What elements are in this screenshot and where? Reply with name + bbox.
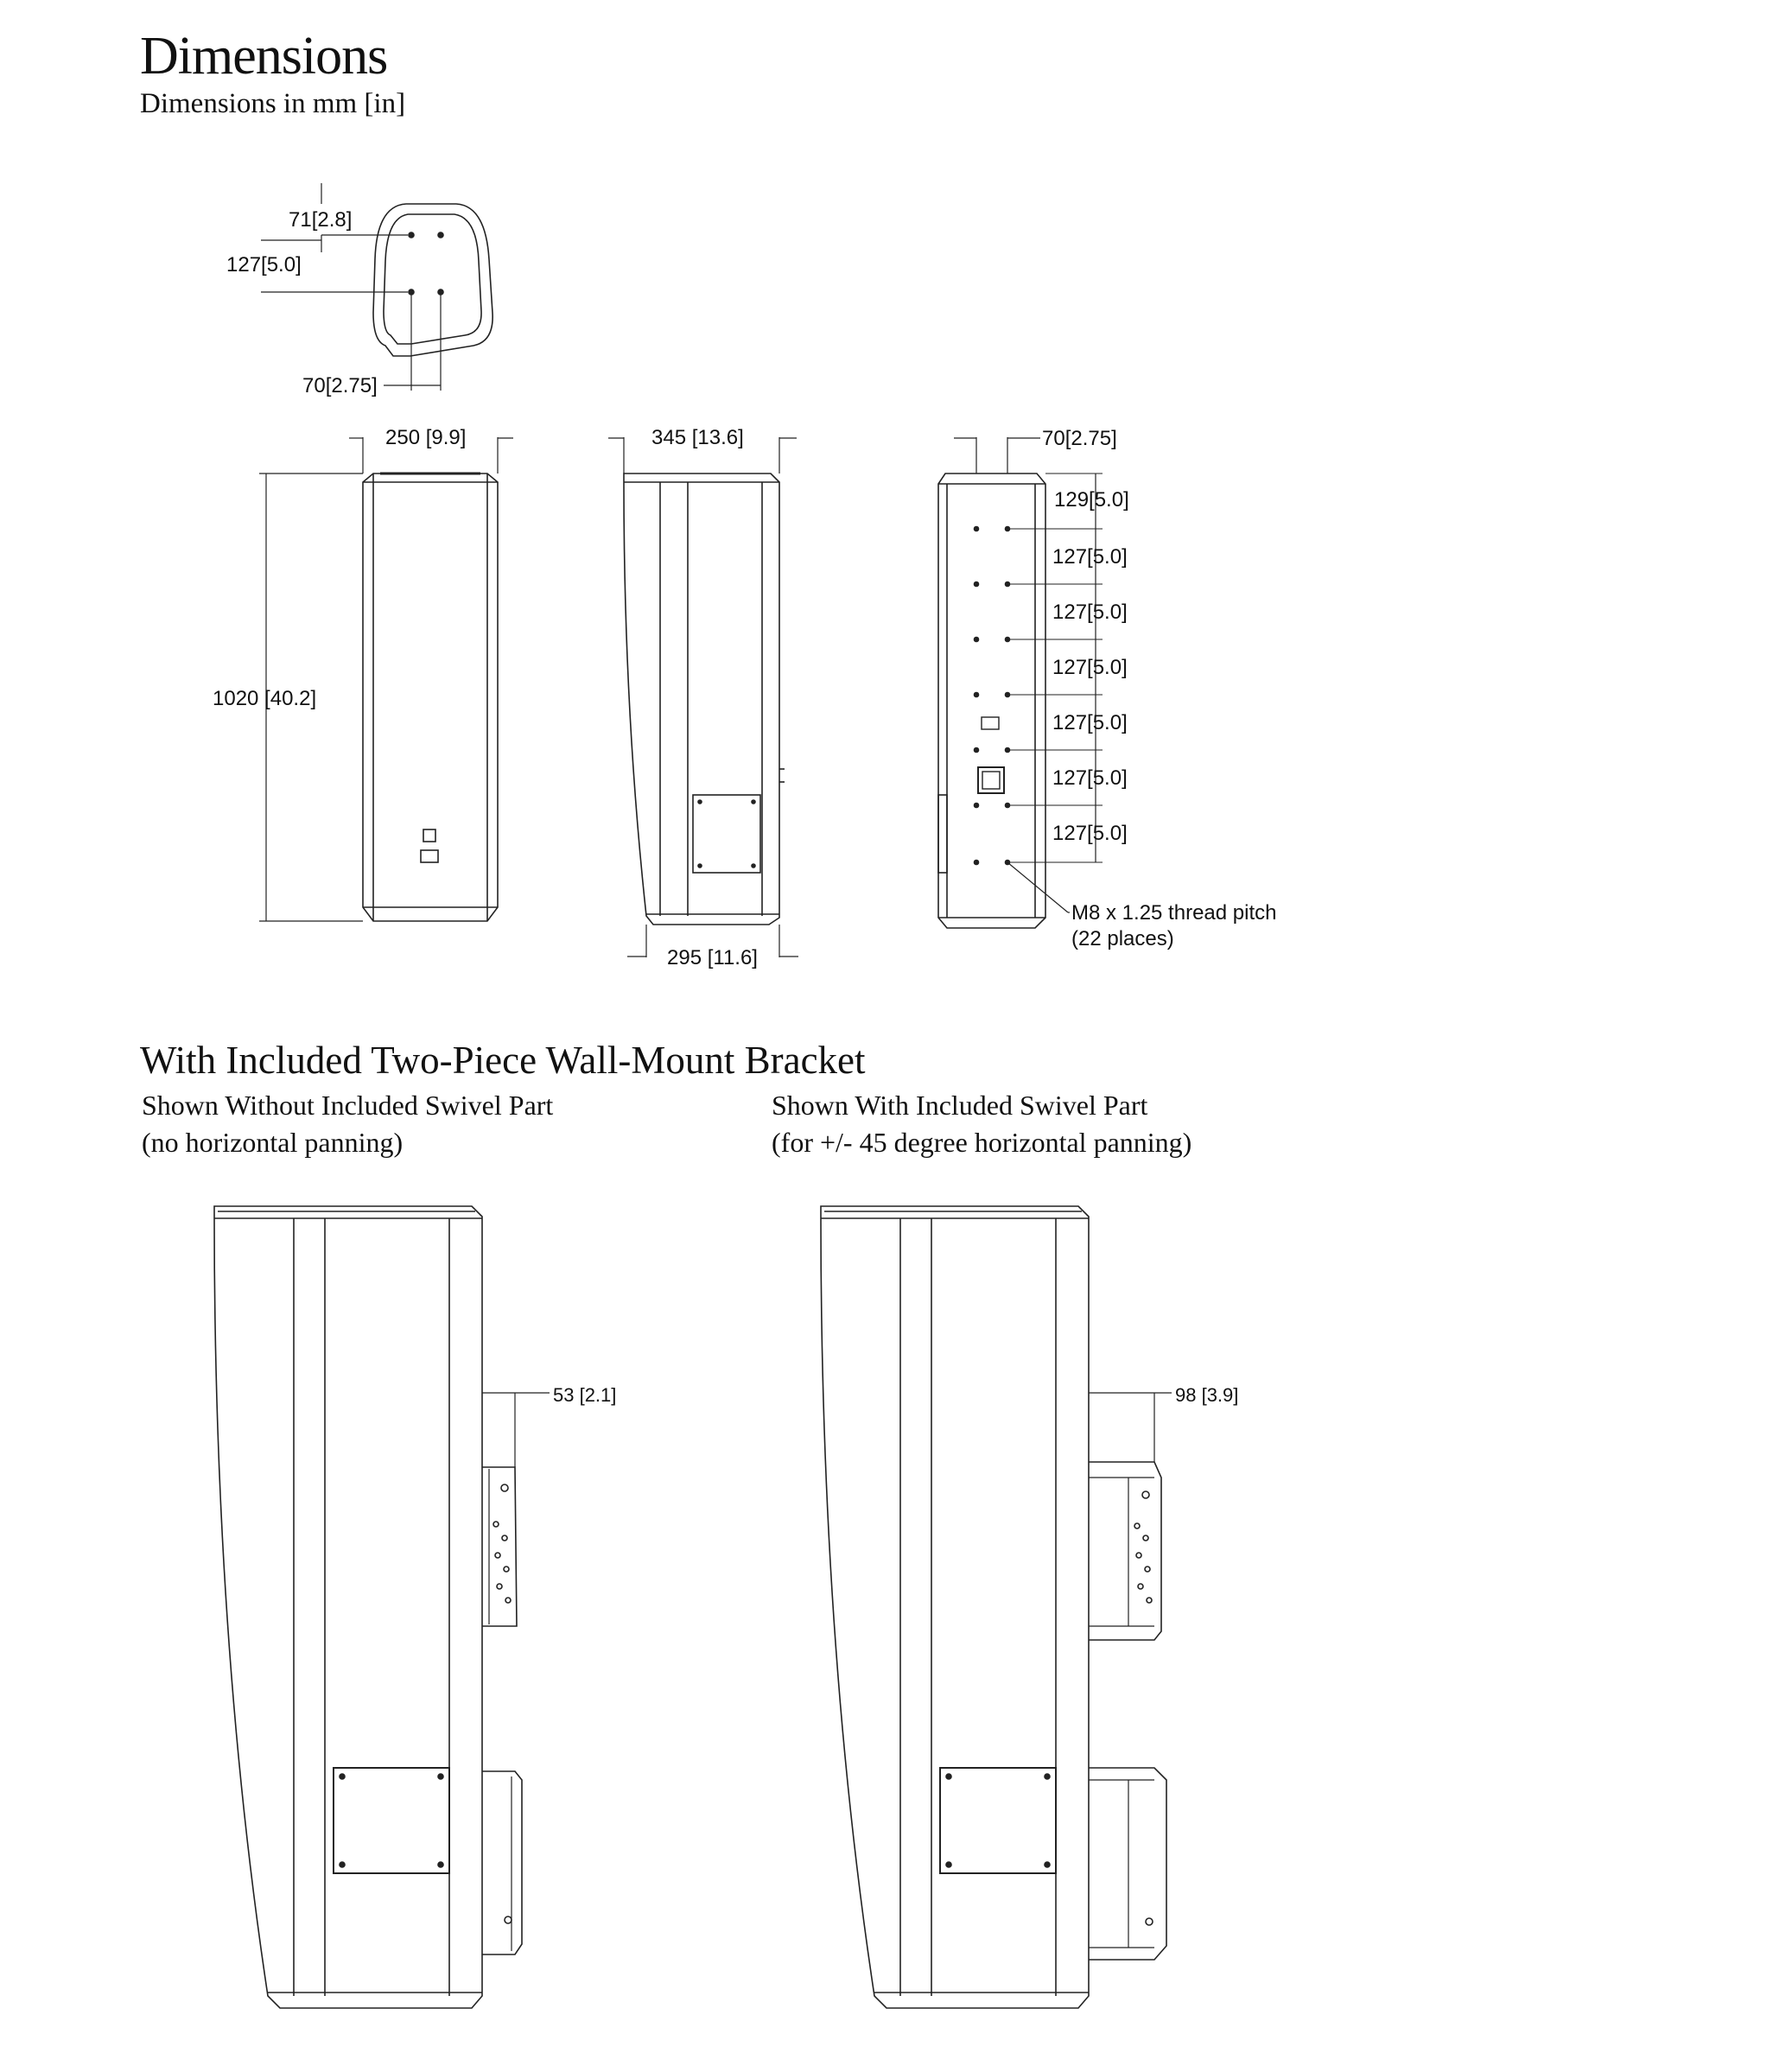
bracket-left-offset-label: 53 [2.1] bbox=[553, 1384, 617, 1406]
front-height-label: 1020 [40.2] bbox=[213, 687, 317, 710]
bracket-right-view bbox=[821, 1206, 1238, 2008]
thread-note-line1: M8 x 1.25 thread pitch bbox=[1071, 901, 1277, 925]
top-view-inner-outline bbox=[384, 214, 481, 344]
rear-vertical-label-1: 129[5.0] bbox=[1054, 488, 1129, 512]
right-caption-line1: Shown With Included Swivel Part bbox=[772, 1090, 1148, 1121]
top-view-label-1: 71[2.8] bbox=[289, 208, 353, 232]
bracket-right-offset-label: 98 [3.9] bbox=[1175, 1384, 1239, 1406]
left-caption-line1: Shown Without Included Swivel Part bbox=[142, 1090, 554, 1121]
rear-vertical-label-3: 127[5.0] bbox=[1052, 601, 1128, 624]
top-view-label-2: 127[5.0] bbox=[226, 253, 302, 276]
rear-view bbox=[938, 427, 1276, 950]
front-width-label: 250 [9.9] bbox=[385, 426, 467, 449]
bracket-left-upper bbox=[482, 1467, 517, 1626]
front-view-outline bbox=[363, 474, 498, 921]
rear-vertical-label-5: 127[5.0] bbox=[1052, 711, 1128, 734]
bracket-right-speaker-outline bbox=[821, 1206, 1089, 2008]
side-top-depth-label: 345 [13.6] bbox=[651, 426, 744, 449]
rear-spacing-label: 70[2.75] bbox=[1042, 427, 1117, 450]
side-view bbox=[608, 426, 798, 969]
bracket-right-upper bbox=[1089, 1462, 1161, 1640]
top-view bbox=[226, 183, 492, 397]
bracket-left-lower bbox=[482, 1771, 522, 1954]
rear-vertical-label-4: 127[5.0] bbox=[1052, 656, 1128, 679]
bracket-left-speaker-outline bbox=[214, 1206, 482, 2008]
side-view-outline bbox=[624, 474, 779, 925]
left-caption-line2: (no horizontal panning) bbox=[142, 1127, 404, 1159]
page-subtitle: Dimensions in mm [in] bbox=[140, 88, 406, 119]
bracket-section-title: With Included Two-Piece Wall-Mount Bracket bbox=[140, 1039, 866, 1082]
side-bottom-depth-label: 295 [11.6] bbox=[667, 946, 758, 969]
page-title: Dimensions bbox=[140, 27, 388, 86]
rear-vertical-label-6: 127[5.0] bbox=[1052, 766, 1128, 790]
rear-vertical-label-2: 127[5.0] bbox=[1052, 545, 1128, 569]
bracket-right-lower bbox=[1089, 1768, 1166, 1960]
rear-vertical-label-7: 127[5.0] bbox=[1052, 822, 1128, 845]
bracket-left-view bbox=[214, 1206, 616, 2008]
top-view-label-3: 70[2.75] bbox=[302, 374, 378, 397]
rear-view-outline bbox=[938, 474, 1045, 928]
front-view bbox=[213, 426, 513, 921]
right-caption-line2: (for +/- 45 degree horizontal panning) bbox=[772, 1127, 1192, 1159]
thread-note-line2: (22 places) bbox=[1071, 927, 1174, 950]
top-view-outline bbox=[373, 204, 492, 356]
